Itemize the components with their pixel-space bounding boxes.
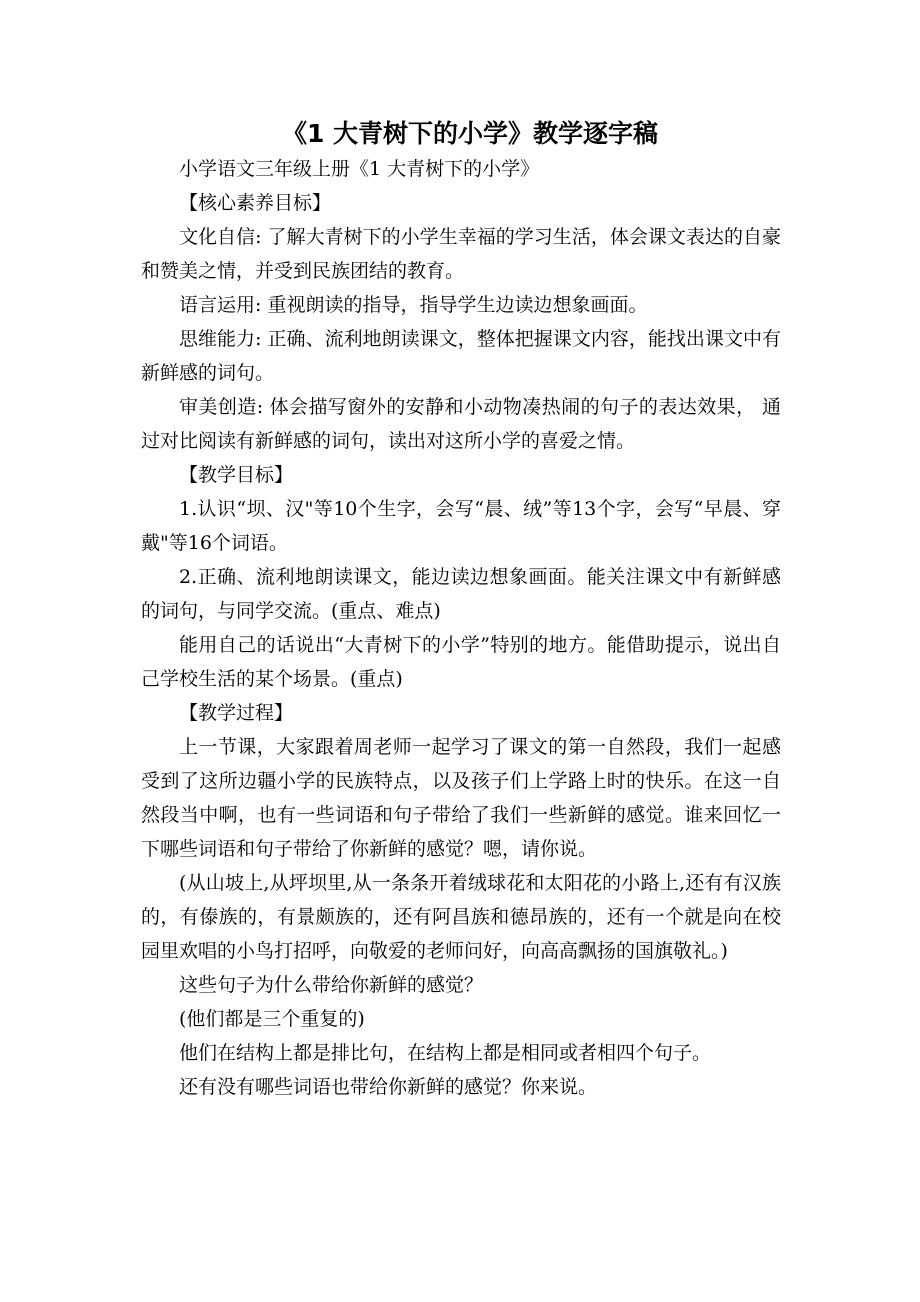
subtitle: 小学语文三年级上册《1 大青树下的小学》	[179, 158, 540, 180]
document-title: 《1 大青树下的小学》教学逐字稿	[281, 119, 659, 148]
teaching-goal-1: 1.认识“坝、汉"等10个生字，会写“晨、绒”等13个字，会写“早晨、穿戴"等16个词语。	[141, 498, 781, 554]
process-paragraph: 还有没有哪些词语也带给你新鲜的感觉？你来说。	[179, 1076, 598, 1098]
core-goal-culture: 文化自信: 了解大青树下的小学生幸福的学习生活，体会课文表达的自豪和赞美之情，并受到民族团结的教育。	[141, 226, 781, 282]
process-paragraph: 上一节课，大家跟着周老师一起学习了课文的第一自然段，我们一起感受到了这所边疆小学的民族特点，以及孩子们上学路上时的快乐。在这一自然段当中啊，也有一些词语和句子带给了我们一些新鲜的感觉。谁来回忆一下哪些词语和句子带给了你新鲜的感觉？嗯，请你说。	[141, 736, 781, 860]
core-goal-language: 语言运用: 重视朗读的指导，指导学生边读边想象画面。	[179, 294, 648, 316]
process-paragraph: 这些句子为什么带给你新鲜的感觉？	[179, 974, 484, 996]
document-body	[141, 152, 781, 1104]
process-paragraph: (从山坡上,从坪坝里,从一条条开着绒球花和太阳花的小路上,还有有汉族的，有傣族的，有景颇族的，还有阿昌族和德昂族的，还有一个就是向在校园里欢唱的小鸟打招呼，向敬爱的老师问好，向高高飘扬的国旗敬礼。)	[141, 872, 781, 962]
teaching-goal-3: 能用自己的话说出“大青树下的小学”特别的地方。能借助提示，说出自己学校生活的某个场景。(重点)	[141, 634, 781, 690]
teaching-goal-2: 2.正确、流利地朗读课文，能边读边想象画面。能关注课文中有新鲜感的词句，与同学交流。(重点、难点)	[141, 566, 781, 622]
core-goal-aesthetic: 审美创造: 体会描写窗外的安静和小动物凑热闹的句子的表达效果， 通过对比阅读有新鲜感的词句，读出对这所小学的喜爱之情。	[141, 396, 781, 452]
core-goal-thinking: 思维能力: 正确、流利地朗读课文，整体把握课文内容，能找出课文中有新鲜感的词句。	[141, 328, 781, 384]
section-heading-core: 【核心素养目标】	[179, 192, 332, 214]
section-heading-goals: 【教学目标】	[179, 464, 294, 486]
section-heading-process: 【教学过程】	[179, 702, 294, 724]
process-paragraph: 他们在结构上都是排比句，在结构上都是相同或者相四个句子。	[179, 1042, 712, 1064]
process-paragraph: (他们都是三个重复的)	[179, 1008, 365, 1030]
